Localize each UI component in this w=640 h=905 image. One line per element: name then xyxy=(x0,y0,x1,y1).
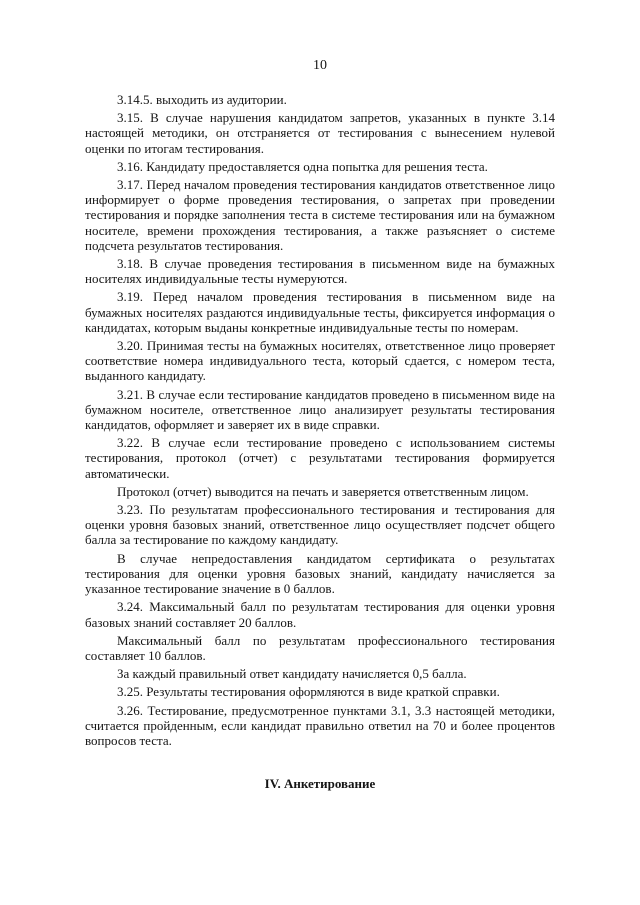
paragraph-3-14-5: 3.14.5. выходить из аудитории. xyxy=(117,92,287,107)
paragraph-3-20: 3.20. Принимая тесты на бумажных носителях, ответственное лицо проверяет соответствие номера индивидуального теста, который сдается, с номером теста, выданного кандидату. xyxy=(85,338,555,384)
paragraph-3-19: 3.19. Перед началом проведения тестирования в письменном виде на бумажных носителях раздаются индивидуальные тесты, фиксируется информация о кандидатах, которым выданы конкретные индивидуальные тесты по номерам. xyxy=(85,289,555,335)
paragraph-3-17: 3.17. Перед началом проведения тестирования кандидатов ответственное лицо информирует о форме проведения тестирования, о запретах при проведении тестирования и порядке заполнения теста в системе тестирования или на бумажном носителе, времени прохождения тестирования, а также разъясняет о системе подсчета результатов тестирования. xyxy=(85,177,555,253)
paragraph-3-15: 3.15. В случае нарушения кандидатом запретов, указанных в пункте 3.14 настоящей методики, он отстраняется от тестирования с вынесением нулевой оценки по итогам тестирования. xyxy=(85,110,555,156)
page-number: 10 xyxy=(313,58,327,73)
paragraph-no-certificate: В случае непредоставления кандидатом сертификата о результатах тестирования для оценки уровня базовых знаний, кандидату начисляется за указанное тестирование значение в 0 баллов. xyxy=(85,550,555,597)
paragraph-3-24: 3.24. Максимальный балл по результатам тестирования для оценки уровня базовых знаний составляет 20 баллов. xyxy=(85,599,555,630)
section-heading: IV. Анкетирование xyxy=(264,776,376,792)
paragraph-3-21: 3.21. В случае если тестирование кандидатов проведено в письменном виде на бумажном носителе, ответственное лицо анализирует результаты тестирования кандидатов, оформляет и заверяет их в виде справки. xyxy=(85,386,555,433)
paragraph-3-25: 3.25. Результаты тестирования оформляются в виде краткой справки. xyxy=(117,684,500,700)
document-body xyxy=(85,92,555,791)
paragraph-3-26: 3.26. Тестирование, предусмотренное пунктами 3.1, 3.3 настоящей методики, считается пройденным, если кандидат правильно ответил на 70 и более процентов вопросов теста. xyxy=(85,702,555,748)
paragraph-3-16: 3.16. Кандидату предоставляется одна попытка для решения теста. xyxy=(117,158,488,174)
paragraph-3-22: 3.22. В случае если тестирование проведено с использованием системы тестирования, протокол (отчет) с результатами тестирования формируется автоматически. xyxy=(85,435,555,481)
paragraph-3-18: 3.18. В случае проведения тестирования в письменном виде на бумажных носителях индивидуальные тесты нумеруются. xyxy=(85,256,555,287)
paragraph-points-per-answer: За каждый правильный ответ кандидату начисляется 0,5 балла. xyxy=(117,666,467,682)
paragraph-3-23: 3.23. По результатам профессионального тестирования и тестирования для оценки уровня базовых знаний, ответственное лицо осуществляет подсчет общего балла за тестирование по каждому кандидату. xyxy=(85,502,555,548)
paragraph-max-professional-score: Максимальный балл по результатам профессионального тестирования составляет 10 баллов. xyxy=(85,632,555,663)
paragraph-protocol-print: Протокол (отчет) выводится на печать и заверяется ответственным лицом. xyxy=(117,483,529,499)
